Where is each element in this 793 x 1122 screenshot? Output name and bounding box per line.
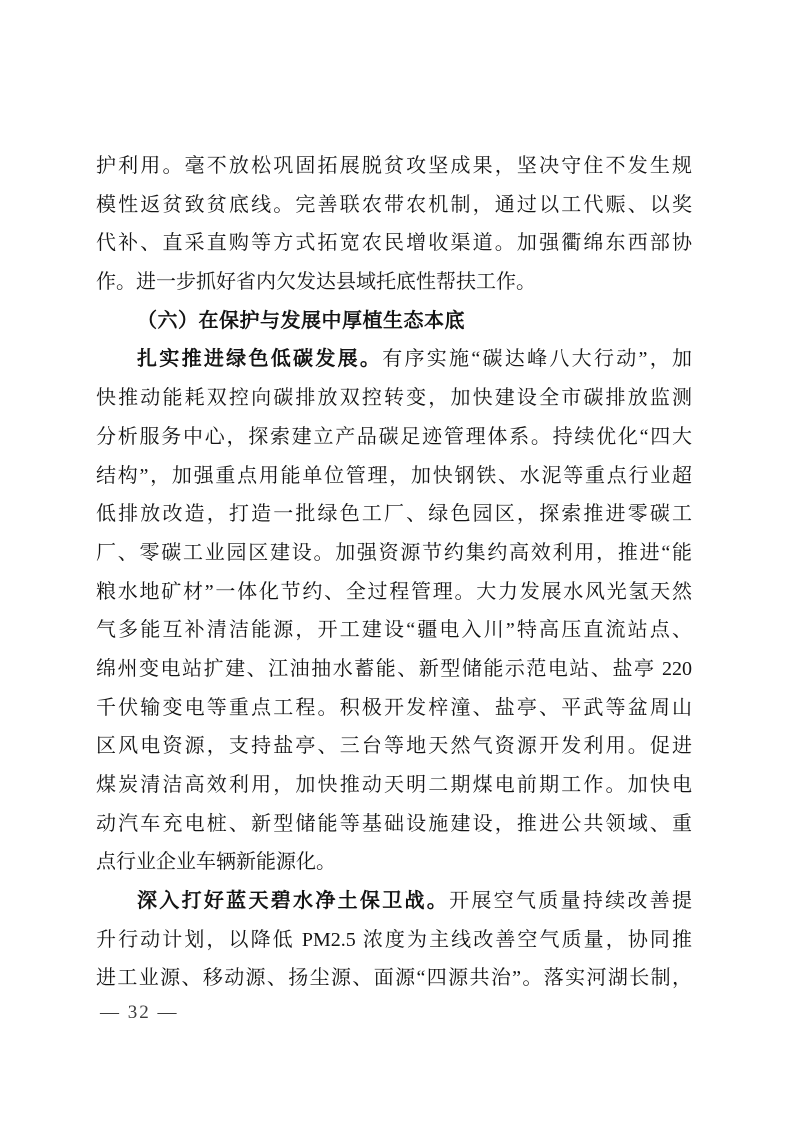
text-line	[96, 186, 692, 225]
text-line	[96, 457, 692, 496]
text-line	[96, 843, 692, 882]
text-line	[96, 766, 692, 805]
line-text: 开展空气质量持续改善提	[449, 890, 692, 913]
text-line	[96, 611, 692, 650]
lead-bold: 深入打好蓝天碧水净土保卫战。	[137, 890, 450, 913]
line-text: 粮水地矿材”一体化节约、全过程管理。大力发展水风光氢天然	[96, 580, 692, 603]
line-text: 结构”，加强重点用能单位管理，加快钢铁、水泥等重点行业超	[96, 464, 692, 487]
line-text: 快推动能耗双控向碳排放双控转变，加快建设全市碳排放监测	[96, 387, 692, 410]
text-line	[96, 418, 692, 457]
line-text: 点行业企业车辆新能源化。	[96, 851, 336, 874]
lead-bold: 扎实推进绿色低碳发展。	[137, 348, 383, 371]
line-text: 气多能互补清洁能源，开工建设“疆电入川”特高压直流站点、	[96, 619, 692, 642]
line-text: 护利用。毫不放松巩固拓展脱贫攻坚成果，坚决守住不发生规	[96, 155, 692, 177]
text-line	[96, 921, 692, 960]
text-line	[96, 805, 692, 844]
text-line	[96, 379, 692, 418]
line-text: （六）在保护与发展中厚植生态本底	[137, 309, 465, 332]
text-line	[96, 340, 692, 379]
line-text: 厂、零碳工业园区建设。加强资源节约集约高效利用，推进“能	[96, 541, 692, 564]
line-text: 模性返贫致贫底线。完善联农带农机制，通过以工代赈、以奖	[96, 193, 692, 216]
text-line	[96, 263, 692, 302]
text-line	[96, 689, 692, 728]
line-text: 作。进一步抓好省内欠发达县域托底性帮扶工作。	[96, 271, 536, 294]
text-line	[96, 573, 692, 612]
line-text: 升行动计划，以降低 PM2.5 浓度为主线改善空气质量，协同推	[96, 928, 692, 951]
text-line	[96, 882, 692, 921]
text-line	[96, 650, 692, 689]
line-text: 进工业源、移动源、扬尘源、面源“四源共治”。落实河湖长制，	[96, 967, 692, 990]
text-line	[96, 147, 692, 186]
text-line	[96, 224, 692, 263]
page-number: — 32 —	[100, 1002, 179, 1023]
text-line	[96, 727, 692, 766]
line-text: 有序实施“碳达峰八大行动”，加	[382, 348, 692, 371]
line-text: 区风电资源，支持盐亭、三台等地天然气资源开发利用。促进	[96, 735, 692, 758]
text-line	[96, 534, 692, 573]
line-text: 动汽车充电桩、新型储能等基础设施建设，推进公共领域、重	[96, 812, 692, 835]
text-line	[96, 302, 692, 341]
line-text: 千伏输变电等重点工程。积极开发梓潼、盐亭、平武等盆周山	[96, 696, 692, 719]
line-text: 低排放改造，打造一批绿色工厂、绿色园区，探索推进零碳工	[96, 503, 692, 526]
text-line	[96, 495, 692, 534]
line-text: 代补、直采直购等方式拓宽农民增收渠道。加强衢绵东西部协	[96, 232, 692, 255]
document-body	[96, 147, 692, 998]
line-text: 绵州变电站扩建、江油抽水蓄能、新型储能示范电站、盐亭 220	[96, 657, 692, 680]
line-text: 煤炭清洁高效利用，加快推动天明二期煤电前期工作。加快电	[96, 774, 692, 796]
text-line	[96, 959, 692, 998]
line-text: 分析服务中心，探索建立产品碳足迹管理体系。持续优化“四大	[96, 425, 692, 448]
